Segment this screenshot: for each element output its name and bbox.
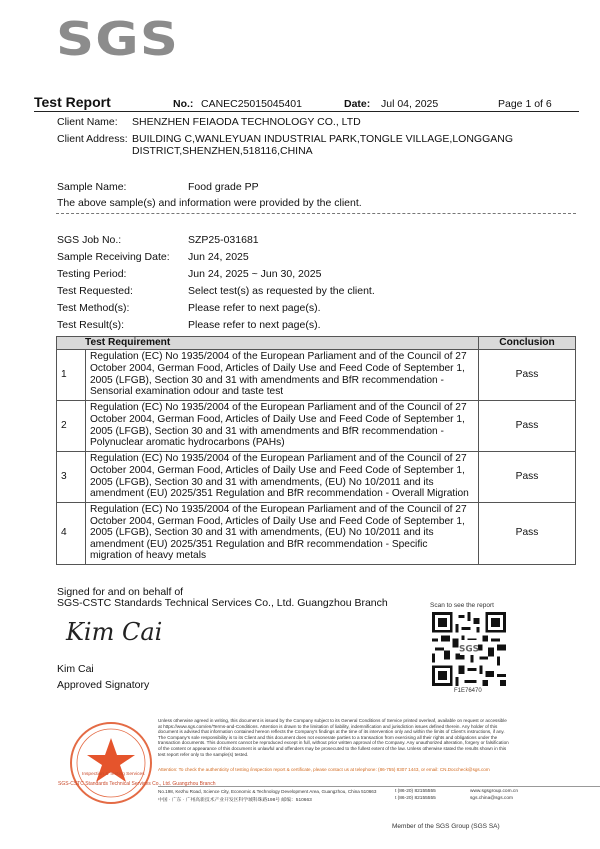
row-requirement <box>86 502 479 564</box>
signed-line2: SGS-CSTC Standards Technical Services Co., Ltd. Guangzhou Branch <box>57 597 388 609</box>
requirement-line: Regulation (EC) No 1935/2004 of the European Parliament and of the Council of 27 <box>90 453 467 465</box>
column-header-requirement: Test Requirement <box>57 337 479 350</box>
requirement-line: October 2004, German Food, Articles of Daily Use and Feed Code of September 1, <box>90 515 465 527</box>
info-value: Please refer to next page(s). <box>188 302 321 314</box>
row-number: 3 <box>57 451 86 502</box>
company-seal <box>70 722 152 804</box>
signed-line1: Signed for and on behalf of <box>57 586 184 598</box>
row-conclusion: Pass <box>479 400 576 451</box>
seal-text: SGS-CSTC Standards Technical Services Co., Ltd. Guangzhou Branch <box>58 781 216 787</box>
info-value: Please refer to next page(s). <box>188 319 321 331</box>
info-label: Test Requested: <box>57 285 133 297</box>
requirement-line: Polynuclear aromatic hydrocarbons (PAHs) <box>90 437 285 449</box>
row-number: 2 <box>57 400 86 451</box>
requirement-line: 2005 (LFGB), Section 30 and 31 with amendments and BfR recommendation - <box>90 425 444 437</box>
report-no-label: No.: <box>173 98 194 110</box>
requirement-line: October 2004, German Food, Articles of Daily Use and Feed Code of September 1, <box>90 465 465 476</box>
client-address-line2: DISTRICT,SHENZHEN,518116,CHINA <box>132 145 313 157</box>
date-label: Date: <box>344 98 371 110</box>
info-value: Jun 24, 2025 ~ Jun 30, 2025 <box>188 268 322 280</box>
seal-subtext: Inspection & Testing Services <box>82 772 145 777</box>
info-label: SGS Job No.: <box>57 234 122 246</box>
requirement-line: Regulation (EC) No 1935/2004 of the European Parliament and of the Council of 27 <box>90 402 467 414</box>
sample-name-label: Sample Name: <box>57 181 127 193</box>
website[interactable]: www.sgsgroup.com.cn <box>470 789 518 794</box>
requirement-line: amendment (EU) 2025/351 Regulation and BfR recommendation - Specific <box>90 538 428 550</box>
requirement-line: October 2004, German Food, Articles of Daily Use and Feed Code of September 1, <box>90 363 465 374</box>
row-requirement <box>86 451 479 502</box>
report-title: Test Report <box>34 94 111 110</box>
requirement-line: 2005 (LFGB), Section 30 and 31 with amendments, (EU) No 10/2011 and its <box>90 476 434 488</box>
requirement-line: amendment (EU) 2025/351 Regulation and BfR recommendation - Overall Migration <box>90 488 469 500</box>
row-requirement <box>86 349 479 400</box>
date-value: Jul 04, 2025 <box>381 98 439 110</box>
row-conclusion: Pass <box>479 502 576 564</box>
requirement-line: Regulation (EC) No 1935/2004 of the European Parliament and of the Council of 27 <box>90 504 467 516</box>
info-value: SZP25-031681 <box>188 234 259 246</box>
requirement-line: migration of heavy metals <box>90 550 207 562</box>
sample-name-value: Food grade PP <box>188 181 259 193</box>
signatory-role: Approved Signatory <box>57 679 150 691</box>
info-label: Test Result(s): <box>57 319 125 331</box>
report-no-value: CANEC25015045401 <box>201 98 302 110</box>
info-value: Jun 24, 2025 <box>188 251 249 263</box>
client-address-line1: BUILDING C,WANLEYUAN INDUSTRIAL PARK,TONGLE VILLAGE,LONGGANG <box>132 133 514 145</box>
column-header-conclusion: Conclusion <box>479 337 576 350</box>
requirement-line: 2005 (LFGB), Section 30 and 31 with amendments, (EU) No 10/2011 and its <box>90 527 434 539</box>
requirement-line: Regulation (EC) No 1935/2004 of the European Parliament and of the Council of 27 <box>90 351 467 363</box>
seal-star-icon <box>72 724 150 802</box>
sgs-logo: SGS <box>56 12 180 66</box>
table-row <box>57 451 576 502</box>
authenticity-attention: Attention: To check the authenticity of testing /inspection report & certificate, please contact us at telephone: (86-755) 8307 1443, or email: CN.Doccheck@sgs.com <box>158 767 490 772</box>
info-label: Sample Receiving Date: <box>57 251 170 263</box>
row-conclusion: Pass <box>479 451 576 502</box>
table-header-row <box>57 337 576 350</box>
dashed-divider <box>56 213 576 214</box>
svg-text:SGS: SGS <box>458 644 480 655</box>
handwritten-signature: Kim Cai <box>66 618 163 646</box>
email[interactable]: sgs.china@sgs.com <box>470 796 513 801</box>
legal-disclaimer: Unless otherwise agreed in writing, this document is issued by the Company subject to its General Conditions of Service printed overleaf, available on request or accessible at https://www.sgs.com/en/Terms-and-Conditions. Attention is drawn to the limitation of liability, indemnification and jurisdiction issues defined therein. Any holder of this document is advised that information contained hereon reflects the Company's findings at the time of its intervention only and within the limits of Client's instructions, if any. The Company's sole responsibility is to its Client and this document does not exonerate parties to a transaction from exercising all their rights and obligations under the transaction documents. This document cannot be reproduced except in full, without prior written approval of the Company. Any unauthorized alteration, forgery or falsification of the content or appearance of this document is unlawful and offenders may be prosecuted to the fullest extent of the law. Unless otherwise stated the results shown in this test report refer only to the sample(s) tested. <box>158 718 509 757</box>
info-label: Test Method(s): <box>57 302 130 314</box>
requirement-line: 2005 (LFGB), Section 30 and 31 with amendments and BfR recommendation - <box>90 374 444 386</box>
row-conclusion: Pass <box>479 349 576 400</box>
signatory-name: Kim Cai <box>57 663 94 675</box>
client-address-label: Client Address: <box>57 133 128 145</box>
phone-1: t (86-20) 82155555 <box>395 789 436 794</box>
sample-note: The above sample(s) and information were provided by the client. <box>57 197 362 209</box>
address-en: No.198, Kezhu Road, Science City, Economic & Technology Development Area, Guangzhou, China 510663 <box>158 789 377 794</box>
client-name-label: Client Name: <box>57 116 118 128</box>
footer-rule <box>158 786 600 787</box>
page-number: Page 1 of 6 <box>498 98 552 110</box>
requirement-line: October 2004, German Food, Articles of Daily Use and Feed Code of September 1, <box>90 414 465 425</box>
table-row <box>57 349 576 400</box>
row-number: 4 <box>57 502 86 564</box>
table-row <box>57 502 576 564</box>
table-row <box>57 400 576 451</box>
address-cn: 中国 · 广东 · 广州高新技术产业开发区科学城科珠路198号 邮编：510663 <box>158 798 312 803</box>
row-number: 1 <box>57 349 86 400</box>
sgs-member-note: Member of the SGS Group (SGS SA) <box>392 823 500 830</box>
qr-caption: Scan to see the report <box>430 602 494 609</box>
qr-code-id: F1E76470 <box>454 688 482 694</box>
test-requirement-table <box>56 336 576 565</box>
phone-2: t (86-20) 82155555 <box>395 796 436 801</box>
qr-code-icon[interactable] <box>432 612 506 686</box>
info-label: Testing Period: <box>57 268 127 280</box>
client-name-value: SHENZHEN FEIAODA TECHNOLOGY CO., LTD <box>132 116 361 128</box>
header-rule <box>34 111 579 112</box>
row-requirement <box>86 400 479 451</box>
info-value: Select test(s) as requested by the client. <box>188 285 375 297</box>
requirement-line: Sensorial examination odour and taste test <box>90 386 284 398</box>
